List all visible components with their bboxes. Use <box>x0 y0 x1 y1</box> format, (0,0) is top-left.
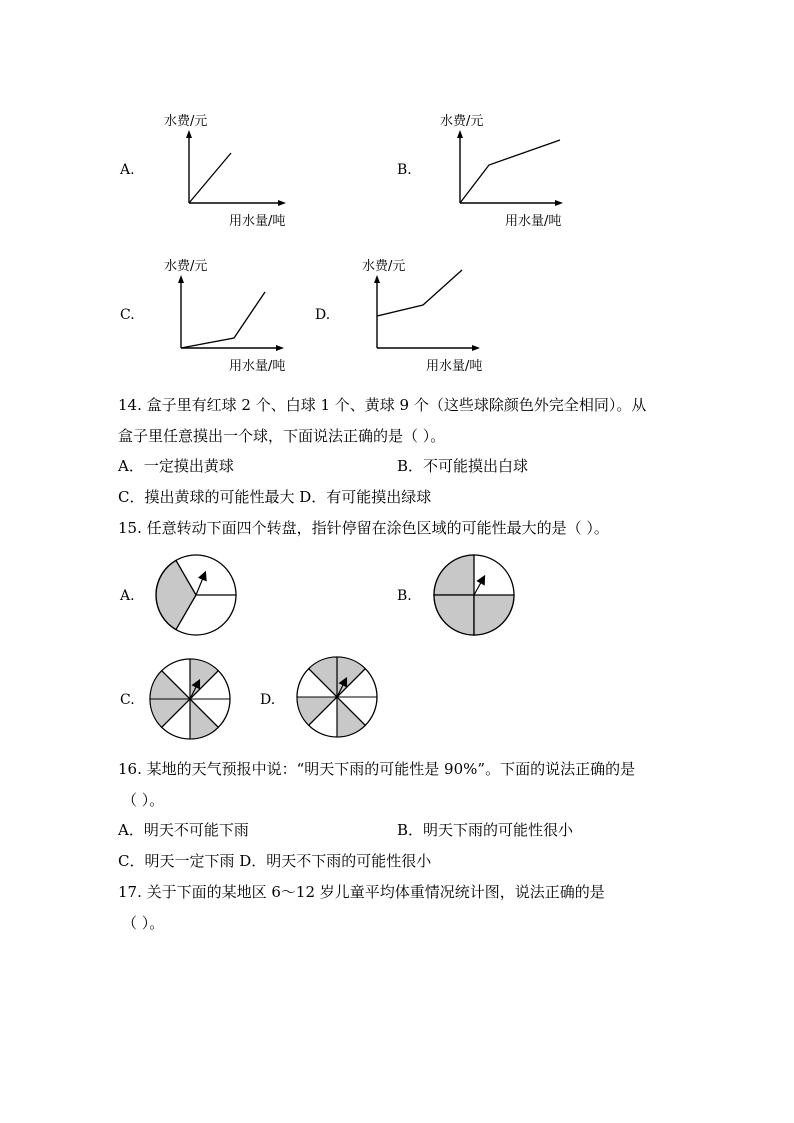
q16-option-b: B．明天下雨的可能性很小 <box>397 821 574 839</box>
q14-option-cd: C．摸出黄球的可能性最大 D．有可能摸出绿球 <box>118 488 432 506</box>
spinner-b <box>434 555 514 635</box>
y-axis-label: 水费/元 <box>164 259 208 274</box>
option-label: B. <box>397 162 412 178</box>
q15-stem: 15. 任意转动下面四个转盘，指针停留在涂色区域的可能性最大的是（ ）。 <box>118 519 609 537</box>
spinner-a <box>156 555 236 635</box>
y-axis-label: 水费/元 <box>164 114 208 129</box>
x-axis-label: 用水量/吨 <box>505 214 562 229</box>
q14-option-b: B．不可能摸出白球 <box>397 457 529 475</box>
x-axis-label: 用水量/吨 <box>229 214 286 229</box>
spinner-c <box>150 659 230 739</box>
q17-stem-line2: （ ）。 <box>122 914 165 932</box>
q17-stem-line1: 17. 关于下面的某地区 6～12 岁儿童平均体重情况统计图，说法正确的是 <box>118 883 605 901</box>
q14-stem-line1: 14. 盒子里有红球 2 个、白球 1 个、黄球 9 个（这些球除颜色外完全相同）。从 <box>118 396 647 414</box>
q16-option-a: A．明天不可能下雨 <box>118 821 249 839</box>
x-axis-label: 用水量/吨 <box>426 359 483 374</box>
option-label: A. <box>120 588 135 604</box>
option-label: D. <box>260 692 276 708</box>
option-label: C. <box>120 307 135 323</box>
option-label: B. <box>397 588 412 604</box>
q16-stem-line1: 16. 某地的天气预报中说：“明天下雨的可能性是 90%”。下面的说法正确的是 <box>118 760 636 778</box>
option-label: C. <box>120 692 135 708</box>
y-axis-label: 水费/元 <box>362 259 406 274</box>
option-label: D. <box>315 307 331 323</box>
spinner-d <box>297 657 377 737</box>
y-axis-label: 水费/元 <box>440 114 484 129</box>
q14-option-a: A．一定摸出黄球 <box>118 457 234 475</box>
x-axis-label: 用水量/吨 <box>229 359 286 374</box>
q14-stem-line2: 盒子里任意摸出一个球，下面说法正确的是（ ）。 <box>118 427 446 445</box>
option-label: A. <box>120 162 135 178</box>
q16-option-cd: C．明天一定下雨 D．明天不下雨的可能性很小 <box>118 852 432 870</box>
q16-stem-line2: （ ）。 <box>122 791 165 809</box>
